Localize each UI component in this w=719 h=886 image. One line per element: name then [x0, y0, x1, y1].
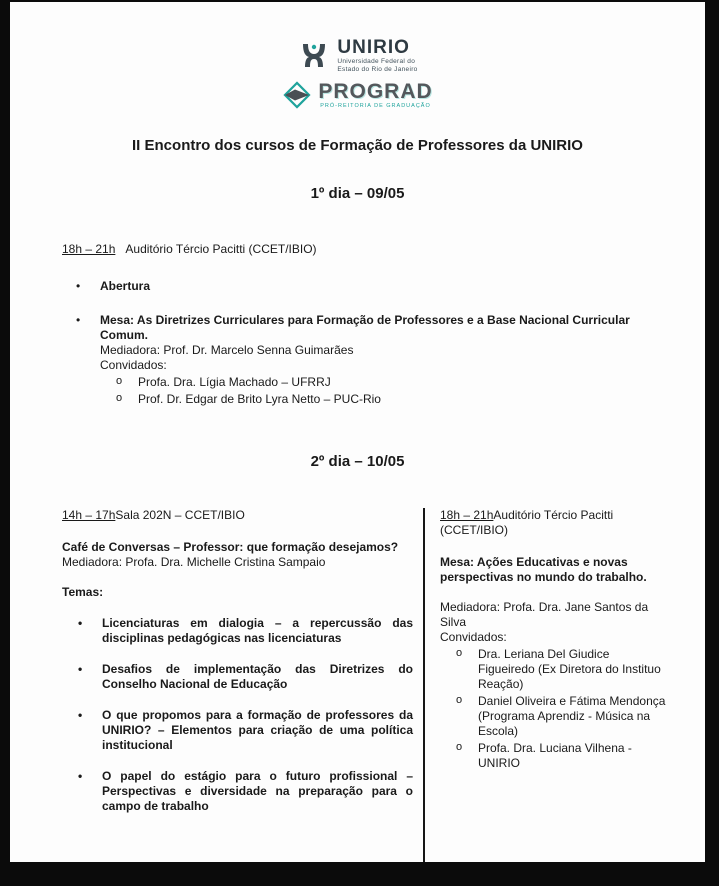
guest-name: Profa. Dra. Lígia Machado – UFRRJ — [138, 375, 331, 389]
guest-item — [456, 741, 667, 771]
theme-text: Desafios de implementação das Diretrizes do Conselho Nacional de Educação — [102, 662, 413, 691]
guest-item — [456, 647, 667, 692]
day1-session-location: Auditório Tércio Pacitti (CCET/IBIO) — [125, 242, 317, 256]
document-page — [10, 2, 705, 862]
guest-item — [116, 392, 651, 407]
guest-item — [116, 375, 651, 390]
left-session-title: Café de Conversas – Professor: que formação desejamos? — [62, 540, 399, 554]
mesa-guest-list — [100, 375, 651, 407]
guest-name: Daniel Oliveira e Fátima Mendonça (Programa Aprendiz - Música na Escola) — [478, 694, 666, 738]
themes-label: Temas: — [62, 585, 104, 599]
left-session-location: Sala 202N – CCET/IBIO — [115, 508, 245, 522]
unirio-logo — [10, 38, 705, 73]
unirio-logo-title: UNIRIO — [337, 37, 410, 58]
circle-bullet-marker: o — [456, 647, 463, 659]
guest-name: Profa. Dra. Luciana Vilhena - UNIRIO — [478, 741, 632, 770]
guest-name: Prof. Dr. Edgar de Brito Lyra Netto – PUC-Rio — [138, 392, 381, 406]
right-session-line — [440, 508, 667, 538]
day1-session-line — [10, 242, 705, 257]
right-guests-label: Convidados: — [440, 630, 507, 644]
unirio-logo-subtitle-1: Universidade Federal do — [337, 57, 416, 65]
circle-bullet-marker: o — [116, 392, 123, 404]
bullet-marker: • — [78, 708, 83, 722]
document-header — [10, 2, 705, 202]
unirio-logo-icon — [297, 42, 331, 69]
circle-bullet-marker: o — [116, 375, 123, 387]
day1-item-abertura-label: Abertura — [100, 279, 151, 293]
prograd-logo-subtitle: PRÓ-REITORIA DE GRADUAÇÃO — [320, 102, 431, 109]
right-session-title: Mesa: Ações Educativas e novas perspectivas no mundo do trabalho. — [440, 555, 647, 584]
day2-right-column — [423, 508, 705, 862]
right-session-location: Auditório Tércio Pacitti (CCET/IBIO) — [440, 508, 614, 537]
mesa-title: Mesa: As Diretrizes Curriculares para Formação de Professores e a Base Nacional Curricular Comum. — [100, 313, 630, 342]
day1-list — [10, 279, 705, 407]
guest-name: Dra. Leriana Del Giudice Figueiredo (Ex Diretora do Instituo Reação) — [478, 647, 661, 691]
prograd-logo-title: PROGRAD — [318, 79, 433, 103]
left-session-time: 14h – 17h — [62, 508, 116, 522]
circle-bullet-marker: o — [456, 741, 463, 753]
right-session-time: 18h – 21h — [440, 508, 494, 522]
left-mediator: Mediadora: Profa. Dra. Michelle Cristina Sampaio — [62, 555, 326, 569]
unirio-logo-subtitle-2: Estado do Rio de Janeiro — [337, 65, 418, 73]
day1-heading: 1º dia – 09/05 — [310, 185, 405, 202]
bullet-marker: • — [76, 313, 81, 327]
theme-text: Licenciaturas em dialogia – a repercussão das disciplinas pedagógicas nas licenciaturas — [102, 616, 413, 645]
theme-text: O que propomos para a formação de professores da UNIRIO? – Elementos para criação de uma política institucional — [102, 708, 413, 752]
theme-item — [62, 616, 413, 646]
left-session-line — [62, 508, 413, 523]
theme-item — [62, 662, 413, 692]
day2-left-column — [10, 508, 423, 862]
bullet-marker: • — [78, 662, 83, 676]
bullet-marker: • — [76, 279, 81, 293]
right-guest-list — [440, 647, 667, 771]
document-title: II Encontro dos cursos de Formação de Professores da UNIRIO — [132, 137, 583, 154]
circle-bullet-marker: o — [456, 694, 463, 706]
right-mediator: Mediadora: Profa. Dra. Jane Santos da Silva — [440, 600, 649, 629]
mesa-mediator: Mediadora: Prof. Dr. Marcelo Senna Guimarães — [100, 343, 354, 357]
day1-session-time: 18h – 21h — [62, 242, 116, 256]
guest-item — [456, 694, 667, 739]
theme-item — [62, 769, 413, 814]
day2-heading: 2º dia – 10/05 — [310, 453, 405, 470]
day1-item-mesa — [76, 313, 651, 407]
bullet-marker: • — [78, 616, 83, 630]
day2-columns — [10, 508, 705, 862]
bullet-marker: • — [78, 769, 83, 783]
prograd-logo-icon — [282, 80, 312, 110]
day1-item-abertura — [76, 279, 651, 294]
theme-text: O papel do estágio para o futuro profissional – Perspectivas e diversidade na preparação para o campo de trabalho — [102, 769, 413, 813]
prograd-logo — [10, 80, 705, 110]
mesa-guests-label: Convidados: — [100, 358, 167, 372]
theme-item — [62, 708, 413, 753]
